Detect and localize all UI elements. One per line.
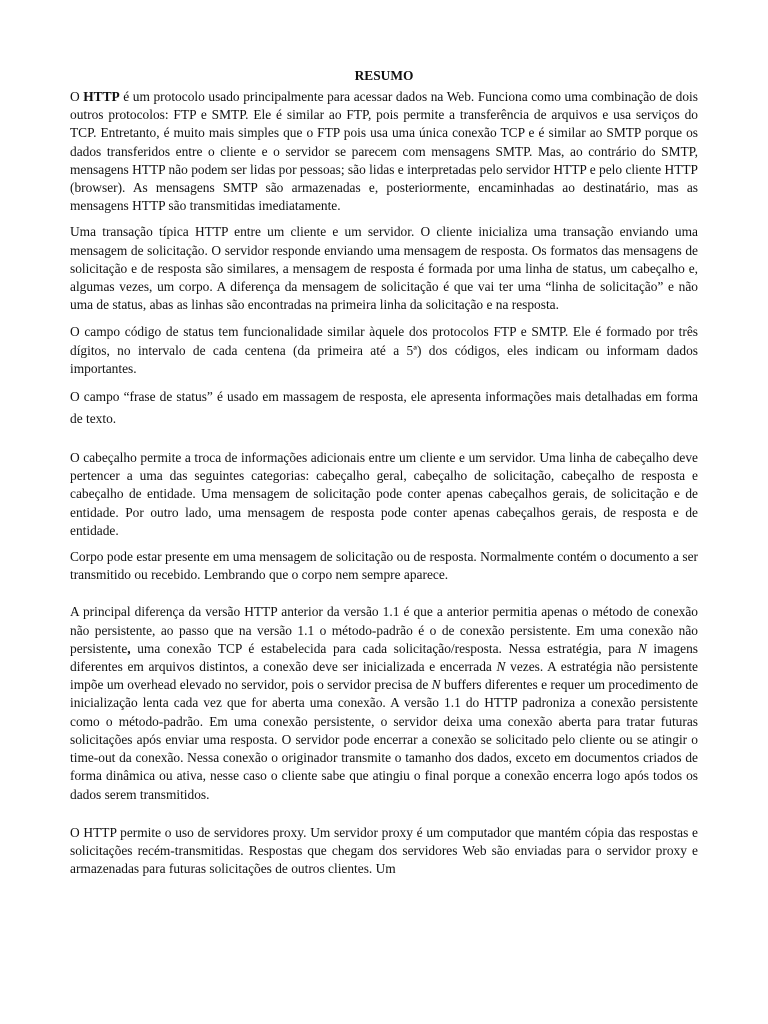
http-bold-term: HTTP (83, 89, 120, 104)
paragraph-persistent-connection: A principal diferença da versão HTTP anterior da versão 1.1 é que a anterior permitia apenas o método de conexão não persistente, ao passo que na versão 1.1 o método-padrão é o de conexão persistente. Em uma conexão não persistente, uma conexão TCP é estabelecida para cada solicitação/resposta. Nessa estratégia, para N imagens diferentes em arquivos distintos, a conexão deve ser inicializada e encerrada N vezes. A estratégia não persistente impõe um overhead elevado no servidor, pois o servidor precisa de N buffers diferentes e requer um procedimento de inicialização lenta cada vez que for aberta uma conexão. A versão 1.1 do HTTP padroniza a conexão persistente como o método-padrão. Em uma conexão persistente, o servidor deixa uma conexão aberta para tratar futuras solicitações após enviar uma resposta. O servidor pode encerrar a conexão se solicitado pelo cliente ou se atingir o time-out da conexão. Nessa conexão o originador transmite o tamanho dos dados, exceto em documentos criados de forma dinâmica ou ativa, nesse caso o cliente sabe que atingiu o final porque a conexão encerra logo após todos os dados serem transmitidos. (70, 604, 699, 802)
paragraph-status-phrase: O campo “frase de status” é usado em massagem de resposta, ele apresenta informações mais detalhadas em forma de texto. (70, 389, 698, 427)
paragraph-body: Corpo pode estar presente em uma mensagem de solicitação ou de resposta. Normalmente contém o documento a ser transmitido ou recebido. Lembrando que o corpo nem sempre aparece. (70, 549, 698, 583)
paragraph-transaction: Uma transação típica HTTP entre um cliente e um servidor. O cliente inicializa uma transação enviando uma mensagem de solicitação. O servidor responde enviando uma mensagem de resposta. Os formatos das mensagens de solicitação e de resposta são similares, a mensagem de resposta é formada por uma linha de status, um cabeçalho e, algumas vezes, um corpo. A diferença da mensagem de solicitação é que vai ter uma “linha de solicitação” e não uma de status, abas as linhas são encontradas na primeira linha da solicitação e na resposta. (70, 224, 698, 313)
paragraph-http-intro: O HTTP é um protocolo usado principalmente para acessar dados na Web. Funciona como uma combinação de dois outros protocolos: FTP e SMTP. Ele é similar ao FTP, pois permite a transferência de arquivos e usa serviços do TCP. Entretanto, é muito mais simples que o FTP pois usa uma única conexão TCP e é similar ao SMTP porque os dados transferidos entre o cliente e o servidor se parecem com mensagens SMTP. Mas, ao contrário do SMTP, mensagens HTTP não podem ser lidas por pessoas; são lidas e interpretadas pelo servidor HTTP e pelo cliente HTTP (browser). As mensagens SMTP são armazenadas e, posteriormente, encaminhadas ao destinatário, mas as mensagens HTTP são transmitidas imediatamente. (70, 89, 698, 214)
paragraph-header: O cabeçalho permite a troca de informações adicionais entre um cliente e um servidor. Uma linha de cabeçalho deve pertencer a uma das seguintes categorias: cabeçalho geral, cabeçalho de solicitação, cabeçalho de resposta e cabeçalho de entidade. Uma mensagem de solicitação pode conter apenas cabeçalhos gerais, de solicitação e de entidade. Por outro lado, uma mensagem de resposta pode conter apenas cabeçalhos gerais, de resposta e de entidade. (70, 450, 698, 538)
paragraph-status-code: O campo código de status tem funcionalidade similar àquele dos protocolos FTP e SMTP. Ele é formado por três dígitos, no intervalo de cada centena (da primeira até a 5ª) dos códigos, eles indicam ou informam dados importantes. (70, 324, 698, 376)
paragraph-proxy: O HTTP permite o uso de servidores proxy. Um servidor proxy é um computador que mantém cópia das respostas e solicitações recém-transmitidas. Respostas que chegam dos servidores Web são enviadas para o servidor proxy e armazenadas para futuras solicitações de outros clientes. Um (70, 824, 698, 877)
document-title: RESUMO (354, 68, 414, 83)
document-page (70, 66, 698, 878)
